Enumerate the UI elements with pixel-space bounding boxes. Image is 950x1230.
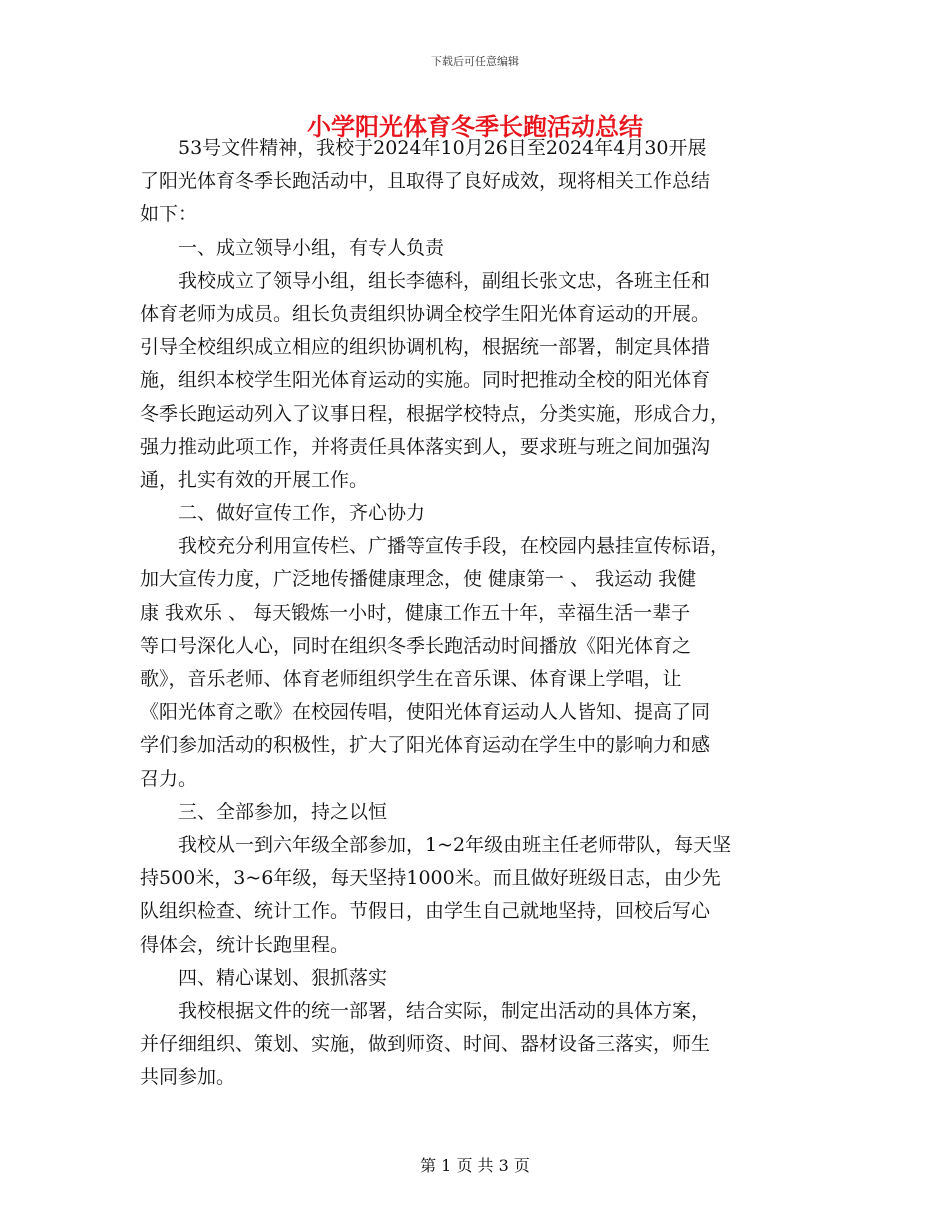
body-line: 歌》，音乐老师、体育老师组织学生在音乐课、体育课上学唱，让 (140, 668, 682, 690)
section-heading-2: 二、做好宣传工作，齐心协力 (140, 502, 426, 525)
page-number-footer: 第 1 页 共 3 页 (420, 1156, 530, 1175)
section-heading-1: 一、成立领导小组，有专人负责 (140, 236, 445, 259)
body-line: 共同参加。 (140, 1066, 236, 1089)
body-line: 53号文件精神，我校于2024年10月26日至2024年4月30开展 (140, 137, 707, 159)
body-line: 如下： (140, 203, 198, 226)
body-line: 等口号深化人心，同时在组织冬季长跑活动时间播放《阳光体育之 (140, 634, 692, 657)
body-line: 康 我欢乐 、 每天锻炼一小时，健康工作五十年，幸福生活一辈子 (140, 601, 691, 624)
body-line: 并仔细组织、策划、实施，做到师资、时间、器材设备三落实，师生 (140, 1033, 711, 1056)
header-note: 下载后可任意编辑 (431, 55, 519, 68)
body-line: 引导全校组织成立相应的组织协调机构，根据统一部署，制定具体措 (140, 336, 711, 359)
body-line: 我校充分利用宣传栏、广播等宣传手段，在校园内悬挂宣传标语， (140, 535, 730, 558)
body-line: 体育老师为成员。组长负责组织协调全校学生阳光体育运动的开展。 (140, 302, 711, 325)
document-body (140, 132, 810, 1094)
body-line: 通，扎实有效的开展工作。 (140, 468, 369, 491)
section-heading-3: 三、全部参加，持之以恒 (140, 800, 388, 823)
body-line: 冬季长跑运动列入了议事日程，根据学校特点，分类实施，形成合力， (140, 402, 730, 425)
body-line: 我校根据文件的统一部署，结合实际，制定出活动的具体方案， (140, 999, 711, 1022)
body-line: 了阳光体育冬季长跑活动中，且取得了良好成效，现将相关工作总结 (140, 170, 711, 193)
body-line: 《阳光体育之歌》在校园传唱，使阳光体育运动人人皆知、提高了同 (140, 701, 711, 724)
body-line: 持500米，3~6年级，每天坚持1000米。而且做好班级日志，由少先 (140, 867, 721, 890)
section-heading-4: 四、精心谋划、狠抓落实 (140, 966, 388, 989)
body-line: 队组织检查、统计工作。节假日，由学生自己就地坚持，回校后写心 (140, 900, 711, 923)
body-line: 我校从一到六年级全部参加，1~2年级由班主任老师带队，每天坚 (140, 833, 732, 856)
body-line: 加大宣传力度，广泛地传播健康理念，使 健康第一 、 我运动 我健 (140, 568, 697, 591)
body-line: 得体会，统计长跑里程。 (140, 933, 350, 956)
body-line: 学们参加活动的积极性，扩大了阳光体育运动在学生中的影响力和感 (140, 734, 711, 757)
body-line: 强力推动此项工作，并将责任具体落实到人，要求班与班之间加强沟 (140, 435, 711, 458)
document-title: 小学阳光体育冬季长跑活动总结 (307, 112, 643, 141)
body-line: 我校成立了领导小组，组长李德科，副组长张文忠，各班主任和 (140, 269, 711, 292)
body-line: 施，组织本校学生阳光体育运动的实施。同时把推动全校的阳光体育 (140, 369, 711, 392)
body-line: 召力。 (140, 767, 198, 790)
